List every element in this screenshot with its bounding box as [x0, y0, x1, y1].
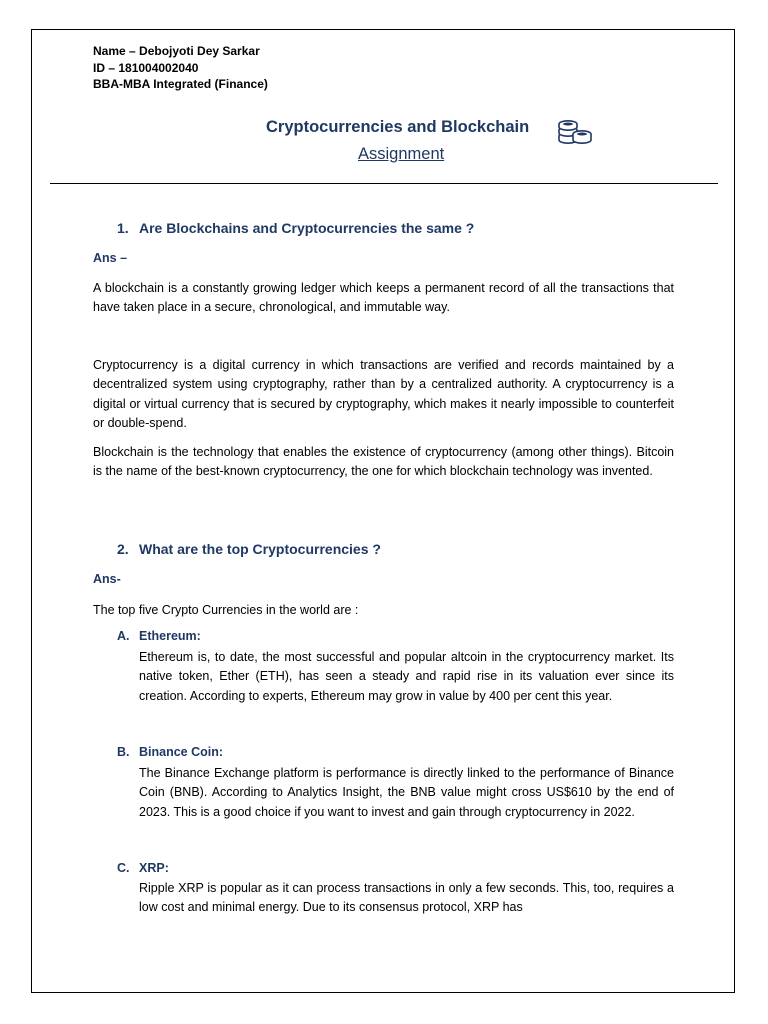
- coins-icon: [556, 114, 594, 146]
- document-title: Cryptocurrencies and Blockchain: [266, 118, 530, 136]
- list-item-letter: C.: [117, 861, 130, 875]
- question-2-heading: [117, 541, 381, 557]
- question-1-number: 1.: [117, 220, 129, 236]
- list-item-text: Ethereum is, to date, the most successful and popular altcoin in the cryptocurrency market. Its native token, Ether (ETH), has seen a steady and rapid rise in its valuation ever since its creation. According to experts, Ethereum may grow in value by 400 per cent this year.: [139, 650, 674, 703]
- title-divider: [50, 183, 718, 184]
- list-item-letter: B.: [117, 745, 130, 759]
- answer-1-paragraph-1: A blockchain is a constantly growing ledger which keeps a permanent record of all the transactions that have taken place in a secure, chronological, and immutable way.: [93, 281, 674, 315]
- question-1-heading: [117, 220, 474, 236]
- answer-1-paragraph-3: Blockchain is the technology that enables the existence of cryptocurrency (among other things). Bitcoin is the name of the best-known cryptocurrency, the one for which blockchain technology was invented.: [93, 445, 674, 479]
- student-header: [93, 43, 268, 93]
- document-subtitle: Assignment: [358, 145, 445, 163]
- answer-1-label: Ans –: [93, 251, 128, 265]
- student-name: Name – Debojyoti Dey Sarkar: [93, 44, 260, 58]
- question-1-text: Are Blockchains and Cryptocurrencies the same ?: [139, 220, 475, 236]
- list-item-title: XRP:: [139, 861, 169, 875]
- list-item-text: The Binance Exchange platform is performance is directly linked to the performance of Binance Coin (BNB). According to Analytics Insight, the BNB value might cross US$610 by the end of 2023. This is a good choice if you want to invest and gain through cryptocurrency in 2022.: [139, 766, 674, 819]
- page-border: [31, 29, 735, 993]
- list-item-text: Ripple XRP is popular as it can process transactions in only a few seconds. This, too, requires a low cost and minimal energy. Due to its consensus protocol, XRP has: [139, 881, 674, 915]
- student-id: ID – 181004002040: [93, 60, 199, 75]
- student-program: BBA-MBA Integrated (Finance): [93, 77, 268, 91]
- answer-2-label: Ans-: [93, 572, 121, 586]
- question-2-number: 2.: [117, 541, 129, 557]
- list-item-label: [117, 629, 201, 643]
- list-item-title: Ethereum:: [139, 629, 201, 643]
- list-item-title: Binance Coin:: [139, 745, 224, 759]
- list-item-label: [117, 861, 169, 875]
- list-item-label: [117, 745, 223, 759]
- list-item-letter: A.: [117, 629, 130, 643]
- answer-2-intro: The top five Crypto Currencies in the world are :: [93, 603, 359, 617]
- question-2-text: What are the top Cryptocurrencies ?: [139, 541, 381, 557]
- answer-1-paragraph-2: Cryptocurrency is a digital currency in which transactions are verified and records maintained by a decentralized system using cryptography, rather than by a centralized authority. A cryptocurrency is a digital or virtual currency that is secured by cryptography, which makes it nearly impossible to counterfeit or double-spend.: [93, 358, 674, 431]
